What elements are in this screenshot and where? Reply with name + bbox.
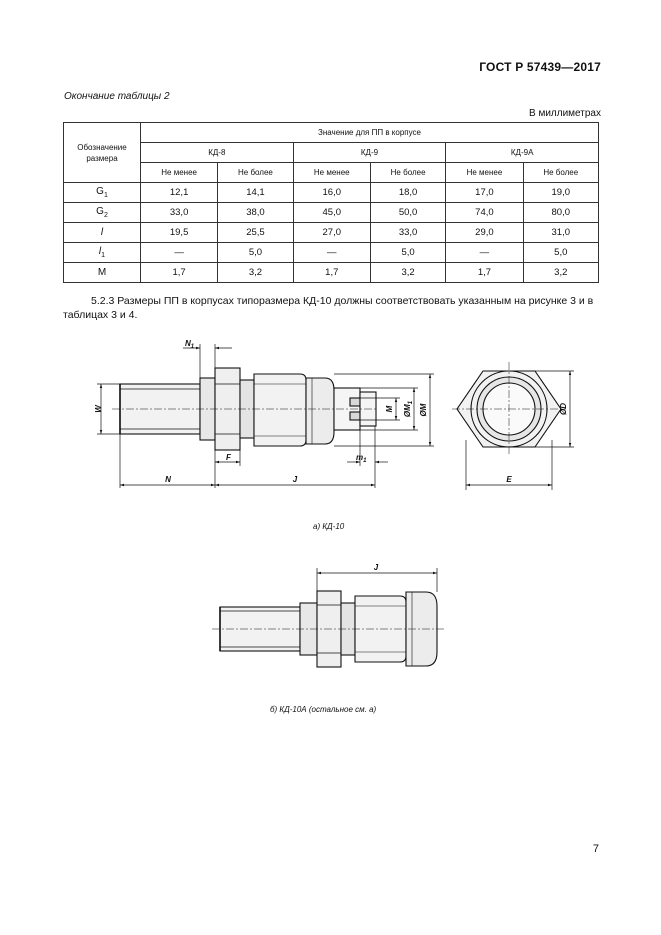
table-cell: 5,0 [218, 243, 293, 263]
table-cell: 45,0 [293, 203, 370, 223]
paragraph-5-2-3: 5.2.3 Размеры ПП в корпусах типоразмера КД-10 должны соответствовать указанным на рисунке 3 и в таблицах 3 и 4. [63, 295, 594, 321]
table-cell: 3,2 [523, 263, 598, 283]
figure-b-side-view [212, 591, 444, 667]
row-symbol-text: G [96, 186, 104, 197]
table-cell: — [446, 243, 523, 263]
table-cell: 1,7 [293, 263, 370, 283]
row-symbol-text: M [97, 267, 107, 278]
table-cell: 1,7 [141, 263, 218, 283]
table-cell: 74,0 [446, 203, 523, 223]
table-cell: 5,0 [370, 243, 445, 263]
subheader-max: Не более [218, 163, 293, 183]
document-standard-header: ГОСТ Р 57439—2017 [479, 60, 601, 74]
label-m: M [385, 405, 394, 413]
table-cell: 3,2 [370, 263, 445, 283]
housing-header: КД-8 [141, 143, 294, 163]
table-cell: 3,2 [218, 263, 293, 283]
table-cell: — [141, 243, 218, 263]
page-number: 7 [592, 843, 599, 855]
row-symbol-subscript: 1 [103, 192, 108, 199]
subheader-min: Не менее [141, 163, 218, 183]
subheader-max: Не более [523, 163, 598, 183]
table-cell: 25,5 [218, 223, 293, 243]
table-cell: 19,0 [523, 183, 598, 203]
label-j: J [292, 475, 298, 484]
table-cell: 27,0 [293, 223, 370, 243]
label-w: W [94, 405, 103, 413]
subheader-min: Не менее [293, 163, 370, 183]
figure-a-caption-text: а) КД-10 [313, 522, 345, 531]
units-note: В миллиметрах [529, 108, 601, 119]
group-header-cell: Значение для ПП в корпусе [141, 123, 599, 143]
row-symbol-subscript: 2 [103, 212, 108, 219]
table-cell: 31,0 [523, 223, 598, 243]
label-n1: $N_1$ [185, 339, 195, 350]
label-dm1: $ØM_1$ [403, 400, 414, 418]
table-cell: — [293, 243, 370, 263]
label-dm: ØM [419, 403, 428, 417]
table-cell: 33,0 [141, 203, 218, 223]
table-cell: 38,0 [218, 203, 293, 223]
figure-b-caption-text: б) КД-10А (остальное см. а) [270, 705, 377, 714]
figure-b-caption [270, 705, 376, 714]
label-dd: ØD [559, 403, 568, 415]
table-cell: 14,1 [218, 183, 293, 203]
table-cell: 12,1 [141, 183, 218, 203]
label-j-b: J [373, 563, 379, 572]
label-e: E [506, 475, 512, 484]
label-m1: $m_1$ [356, 453, 367, 464]
figure-a-caption [313, 522, 344, 531]
figure-a-end-view [452, 362, 566, 456]
row-symbol-subscript: 1 [101, 252, 106, 259]
table-caption: Окончание таблицы 2 [64, 91, 170, 102]
row-symbol-text: l [98, 246, 102, 257]
label-n: N [165, 475, 171, 484]
table-cell: 17,0 [446, 183, 523, 203]
table-cell: 16,0 [293, 183, 370, 203]
table-cell: 80,0 [523, 203, 598, 223]
subheader-max: Не более [370, 163, 445, 183]
table-cell: 33,0 [370, 223, 445, 243]
housing-header: КД-9 [293, 143, 446, 163]
table-cell: 29,0 [446, 223, 523, 243]
housing-header: КД-9А [446, 143, 599, 163]
table-cell: 1,7 [446, 263, 523, 283]
table-cell: 5,0 [523, 243, 598, 263]
row-header-text: Обозначение размера [77, 142, 127, 163]
label-f: F [226, 453, 231, 462]
subheader-min: Не менее [446, 163, 523, 183]
row-symbol-text: G [96, 206, 104, 217]
figure-a-side-view [112, 368, 378, 450]
table-cell: 50,0 [370, 203, 445, 223]
table-cell: 18,0 [370, 183, 445, 203]
table-cell: 19,5 [141, 223, 218, 243]
row-symbol-text: l [100, 227, 104, 238]
